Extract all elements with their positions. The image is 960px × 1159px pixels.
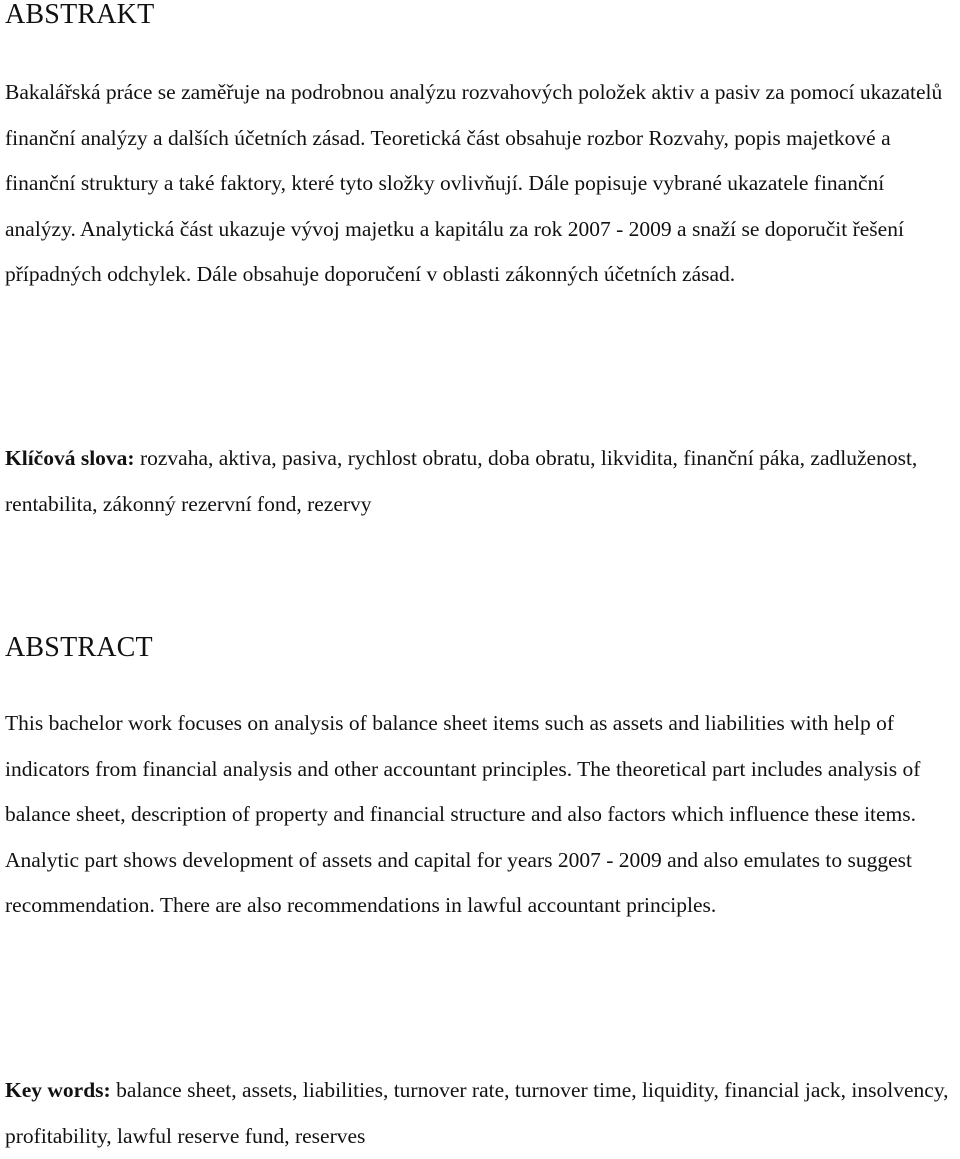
czech-keywords-label: Klíčová slova: bbox=[5, 446, 135, 470]
english-keywords-label: Key words: bbox=[5, 1078, 111, 1102]
czech-keywords bbox=[5, 436, 960, 527]
english-abstract-heading: ABSTRACT bbox=[5, 632, 153, 663]
english-keywords-list: balance sheet, assets, liabilities, turnover rate, turnover time, liquidity, financial jack, insolvency, profitability, lawful reserve fund, reserves bbox=[5, 1078, 949, 1148]
czech-abstract-heading: ABSTRAKT bbox=[5, 0, 155, 30]
czech-abstract-paragraph: Bakalářská práce se zaměřuje na podrobnou analýzu rozvahových položek aktiv a pasiv za pomocí ukazatelů finanční analýzy a dalších účetních zásad. Teoretická část obsahuje rozbor Rozvahy, popis majetkové a finanční struktury a také faktory, které tyto složky ovlivňují. Dále popisuje vybrané ukazatele finanční analýzy. Analytická část ukazuje vývoj majetku a kapitálu za rok 2007 - 2009 a snaží se doporučit řešení případných odchylek. Dále obsahuje doporučení v oblasti zákonných účetních zásad. bbox=[5, 80, 943, 287]
english-keywords bbox=[5, 1068, 960, 1159]
english-abstract-paragraph: This bachelor work focuses on analysis of balance sheet items such as assets and liabilities with help of indicators from financial analysis and other accountant principles. The theoretical part includes analysis of balance sheet, description of property and financial structure and also factors which influence these items. Analytic part shows development of assets and capital for years 2007 - 2009 and also emulates to suggest recommendation. There are also recommendations in lawful accountant principles. bbox=[5, 711, 921, 918]
czech-keywords-list: rozvaha, aktiva, pasiva, rychlost obratu, doba obratu, likvidita, finanční páka, zadluženost, rentabilita, zákonný rezervní fond, rezervy bbox=[5, 446, 918, 516]
